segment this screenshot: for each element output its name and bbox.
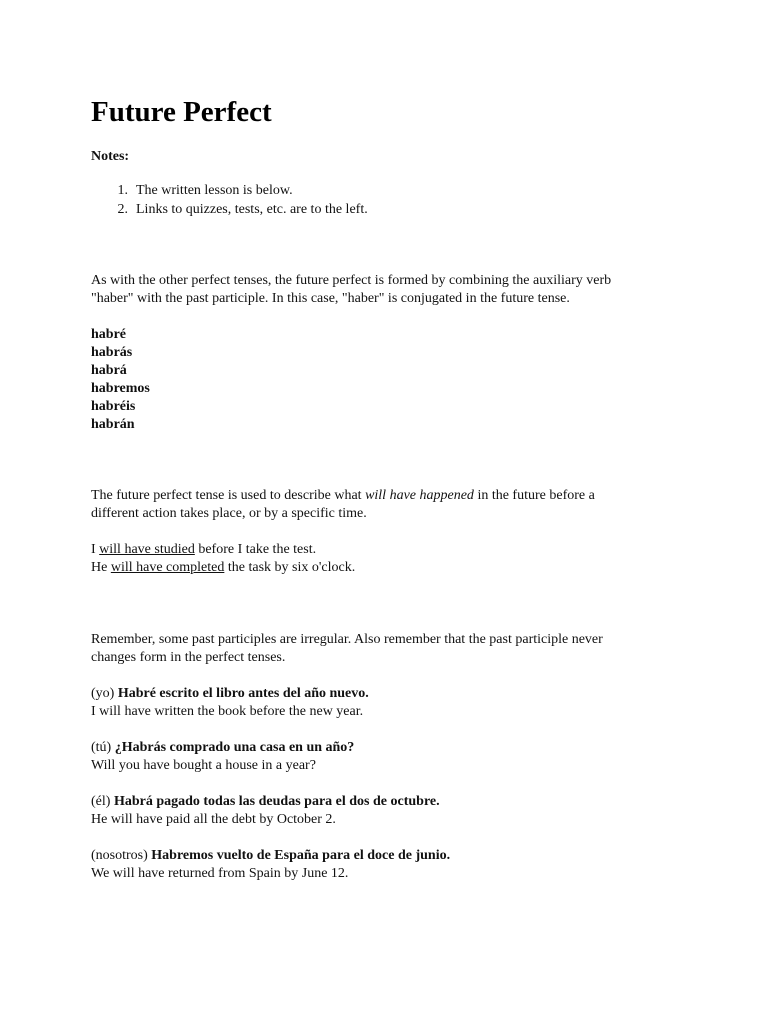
notes-label: Notes: (91, 149, 130, 164)
list-item-text: Links to quizzes, tests, etc. are to the left. (136, 202, 368, 217)
conjugation-form: habréis (91, 399, 136, 414)
list-item-number: 1. (117, 183, 128, 198)
conjugation-form: habrán (91, 417, 135, 432)
conjugation-form: habré (91, 327, 126, 342)
notes-list-item (91, 201, 368, 220)
remember-line: changes form in the perfect tenses. (91, 650, 286, 665)
spanish-sentence: Habremos vuelto de España para el doce de junio. (151, 848, 451, 863)
intro-line: As with the other perfect tenses, the future perfect is formed by combining the auxiliary verb (91, 273, 612, 288)
pronoun-label: (nosotros) (91, 848, 152, 863)
english-translation: He will have paid all the debt by October 2. (91, 812, 336, 827)
spanish-example (91, 793, 671, 829)
notes-list-item (91, 182, 368, 201)
pronoun-label: (él) (91, 794, 114, 809)
remember-line: Remember, some past participles are irregular. Also remember that the past participle never (91, 632, 603, 647)
conjugation-form: habremos (91, 381, 150, 396)
conjugation-list (91, 326, 671, 434)
emphasis-text: will have happened (365, 488, 474, 503)
english-translation: We will have returned from Spain by June 12. (91, 866, 349, 881)
pronoun-label: (yo) (91, 686, 118, 701)
usage-line: different action takes place, or by a specific time. (91, 506, 367, 521)
underlined-phrase: will have completed (110, 560, 225, 575)
usage-line: The future perfect tense is used to describe what will have happened in the future before a (91, 488, 595, 503)
list-item-number: 2. (117, 202, 128, 217)
usage-paragraph (91, 487, 671, 523)
english-example: I will have studied before I take the test. (91, 542, 317, 557)
english-translation: Will you have bought a house in a year? (91, 758, 316, 773)
remember-paragraph (91, 631, 671, 667)
spanish-example (91, 685, 671, 721)
notes-list (91, 182, 368, 220)
pronoun-label: (tú) (91, 740, 115, 755)
english-example: He will have completed the task by six o'clock. (91, 560, 356, 575)
spanish-example (91, 739, 671, 775)
intro-paragraph (91, 272, 671, 308)
conjugation-form: habrá (91, 363, 127, 378)
english-translation: I will have written the book before the new year. (91, 704, 364, 719)
spanish-sentence: Habré escrito el libro antes del año nuevo. (117, 686, 369, 701)
intro-line: "haber" with the past participle. In this case, "haber" is conjugated in the future tense. (91, 291, 570, 306)
conjugation-form: habrás (91, 345, 133, 360)
page-title: Future Perfect (91, 96, 272, 128)
english-examples (91, 541, 671, 577)
list-item-text: The written lesson is below. (136, 183, 293, 198)
spanish-sentence: Habrá pagado todas las deudas para el dos de octubre. (113, 794, 440, 809)
spanish-example (91, 847, 671, 883)
spanish-sentence: ¿Habrás comprado una casa en un año? (114, 740, 355, 755)
underlined-phrase: will have studied (99, 542, 195, 557)
